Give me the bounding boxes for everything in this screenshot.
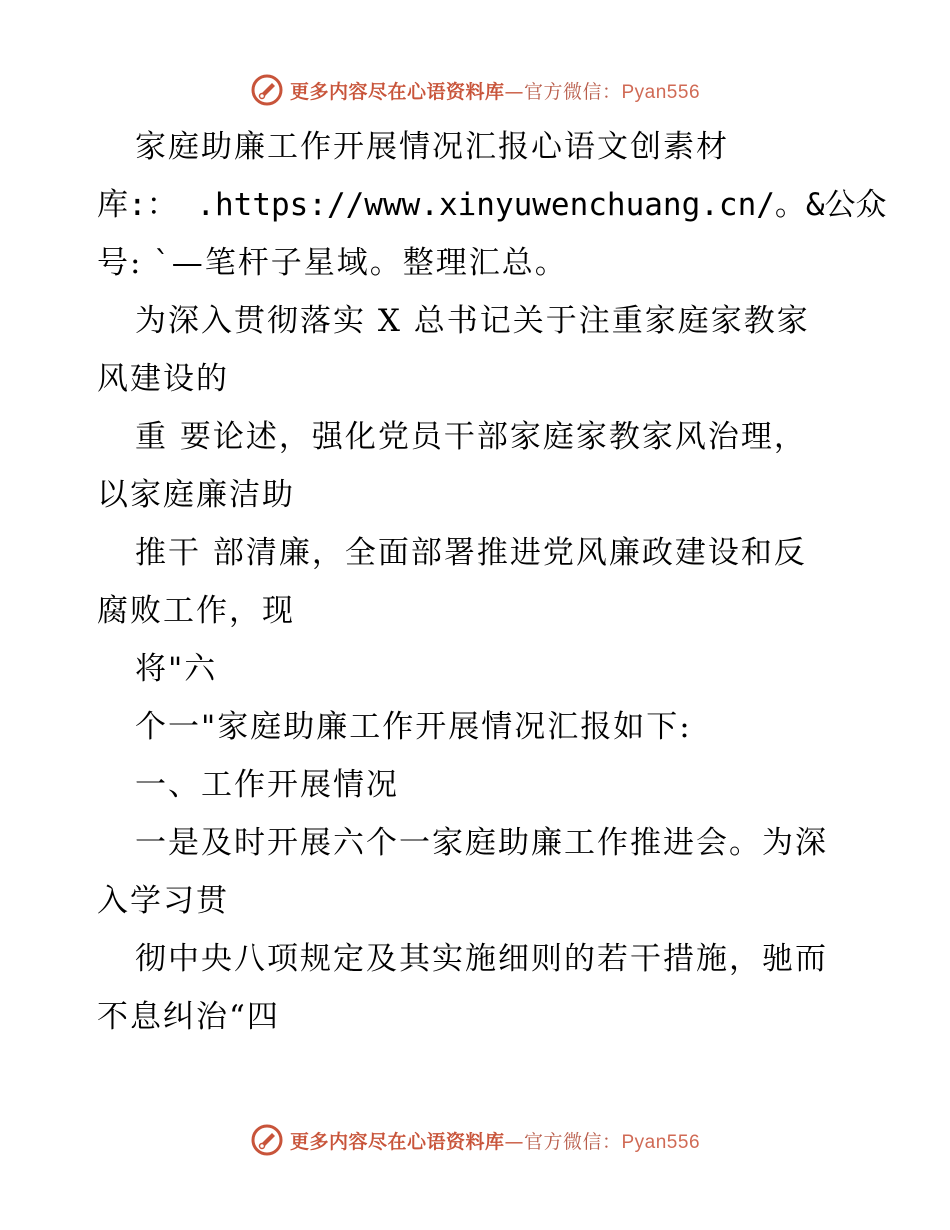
- watermark-wechat-handle: Pyan556: [621, 1131, 701, 1153]
- brand-logo-icon: [250, 73, 284, 107]
- text-line: 彻中央八项规定及其实施细则的若干措施，驰而: [135, 941, 828, 977]
- header-watermark: [0, 70, 950, 110]
- text-line: 风建设的: [97, 361, 229, 397]
- footer-watermark: [0, 1120, 950, 1160]
- watermark-text: [290, 1127, 700, 1154]
- watermark-dash: —: [504, 80, 524, 103]
- watermark-dash: —: [504, 1130, 524, 1153]
- section-heading: 一、工作开展情况: [135, 767, 399, 803]
- watermark-text: [290, 77, 700, 104]
- text-line: 为深入贯彻落实 X 总书记关于注重家庭家教家: [135, 303, 810, 339]
- text-line: 以家庭廉洁助: [97, 477, 295, 513]
- text-line: 一是及时开展六个一家庭助廉工作推进会。为深: [135, 825, 828, 861]
- watermark-wechat-label: 官方微信：: [523, 1130, 622, 1153]
- text-line: 入学习贯: [97, 883, 229, 919]
- text-line: 个一"家庭助廉工作开展情况汇报如下:: [135, 709, 692, 745]
- watermark-brand: 更多内容尽在心语资料库: [289, 80, 505, 103]
- brand-logo-icon: [250, 1123, 284, 1157]
- text-line: 家庭助廉工作开展情况汇报心语文创素材: [135, 129, 729, 165]
- text-line: 重 要论述，强化党员干部家庭家教家风治理，: [135, 419, 807, 455]
- watermark-brand: 更多内容尽在心语资料库: [289, 1130, 505, 1153]
- document-body: [97, 118, 887, 1046]
- watermark-wechat-handle: Pyan556: [621, 81, 701, 103]
- text-line: 不息纠治“四: [97, 999, 280, 1035]
- watermark-wechat-label: 官方微信：: [523, 80, 622, 103]
- text-line: 腐败工作，现: [97, 593, 295, 629]
- text-line: 将"六: [135, 651, 218, 687]
- text-line: 库:： .https://www.xinyuwenchuang.cn/。&公众: [97, 187, 887, 223]
- text-line: 推干 部清廉，全面部署推进党风廉政建设和反: [135, 535, 807, 571]
- text-line: 号: `—笔杆子星域。整理汇总。: [97, 245, 568, 281]
